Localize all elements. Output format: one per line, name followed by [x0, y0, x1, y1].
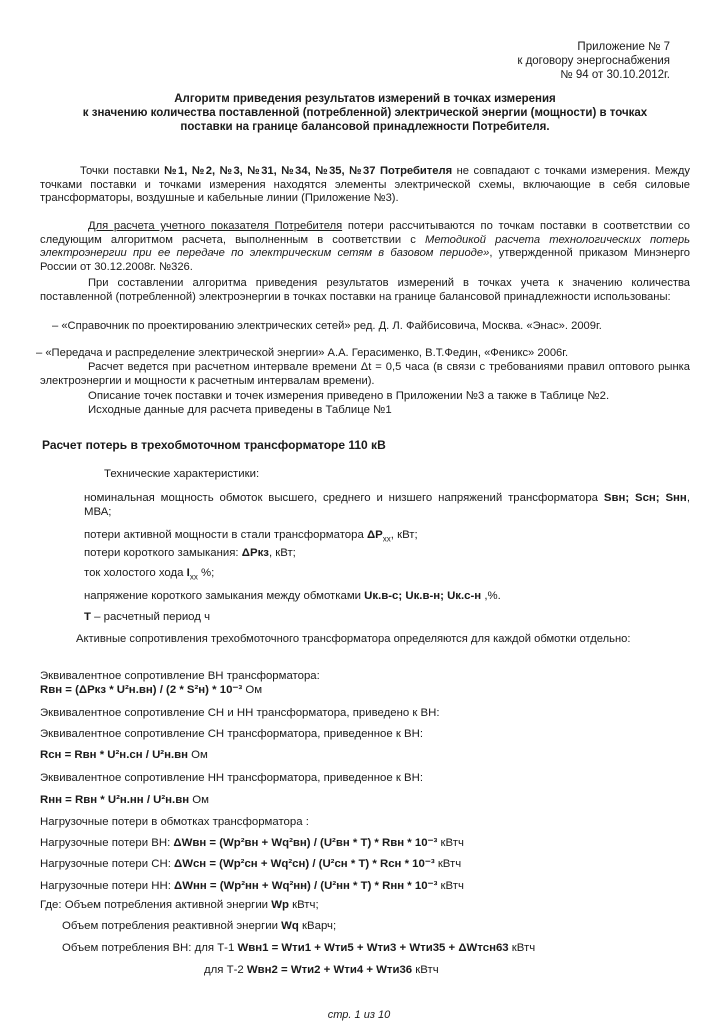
- intro-paragraph-3: При составлении алгоритма приведения результатов измерений в точках учета к значению количества поставленной (потребленной) электроэнергии в точках поставки на границе балансовой принадлежности использованы:: [40, 277, 690, 303]
- tech5-symbol: Uк.в-с; Uк.в-н; Uк.с-н: [364, 590, 482, 602]
- tech1-svn: Sвн;: [603, 492, 630, 504]
- eq-vn-unit: Ом: [242, 684, 263, 696]
- eq-nn-unit: Ом: [189, 794, 209, 806]
- tech-item-period: [84, 610, 210, 624]
- p2-text-b: потери рассчитываются по точкам поставки в соответствии со следующим алгоритмом расчета, выполненным в соответствии с: [40, 220, 690, 246]
- load-losses-nn: [40, 879, 464, 893]
- title-line-1: Алгоритм приведения результатов измерений в точках измерения: [174, 93, 556, 105]
- title-line-2: к значению количества поставленной (потребленной) электрической энергии (мощности) в точках: [82, 107, 648, 119]
- p1-text-c: не совпадают с точками измерения. Между точками поставки и точками измерения находятся элементы электрической схемы, включающие в себя силовые трансформаторы, воздушные и кабельные линии (Приложение №3).: [40, 165, 690, 205]
- tech5-text: напряжение короткого замыкания между обмотками: [84, 590, 365, 602]
- vn2-unit: кВтч: [412, 964, 439, 976]
- tech4-sub: xx: [189, 572, 198, 582]
- reactive-wq: Wq: [281, 920, 299, 932]
- tech3-text: потери короткого замыкания:: [84, 547, 242, 559]
- title-line-3: поставки на границе балансовой принадлежности Потребителя.: [180, 121, 550, 133]
- tech-header: Технические характеристики:: [104, 468, 260, 480]
- document-title: [40, 92, 690, 134]
- tech3-symbol: ΔPкз: [241, 547, 269, 559]
- tech6-symbol: Т: [84, 611, 91, 623]
- active-resistance-text: Активные сопротивления трехобмоточного трансформатора определяются для каждой обмотки отдельно:: [76, 633, 631, 645]
- p2-methodology: Методикой расчета технологических потерь электроэнергии при ее передаче по электрическим сетям в базовом периоде»: [40, 233, 690, 260]
- tech1-unit: , МВА;: [84, 492, 690, 518]
- where-unit: кВтч;: [288, 899, 319, 911]
- load-losses-vn: [40, 836, 464, 850]
- tech-item-no-load-current: [84, 566, 214, 580]
- consumption-vn-t1: [62, 941, 535, 955]
- tech2-text: потери активной мощности в стали трансформатора: [84, 529, 367, 541]
- tech2-symbol: ΔP: [366, 529, 383, 541]
- tech4-symbol: I: [186, 567, 190, 579]
- tech-item-sc-voltage: [84, 589, 501, 603]
- reactive-energy: [62, 919, 336, 933]
- reactive-text: Объем потребления реактивной энергии: [62, 920, 282, 932]
- tech6-text: – расчетный период ч: [90, 611, 211, 623]
- tech3-unit: , кВт;: [268, 547, 296, 559]
- load-sn-expression: ΔWсн = (Wp²сн + Wq²сн) / (U²сн * T) * Rсн * 10⁻³: [174, 858, 435, 870]
- vn1-unit: кВтч: [508, 942, 536, 954]
- tech1-ssn-snn: Sсн; Sнн: [635, 492, 687, 504]
- where-text: Где: Объем потребления активной энергии: [40, 899, 272, 911]
- consumption-vn-t2: [204, 963, 439, 977]
- p2-text-d: , утвержденной приказом Минэнерго России от 30.12.2008г. №326.: [40, 247, 691, 273]
- p1-delivery-points: №1, №2, №3, №31, №34, №35, №37 Потребителя: [164, 165, 453, 177]
- eq-nn-expression: Rнн = Rвн * U²н.нн / U²н.вн: [40, 794, 190, 806]
- load-sn-unit: кВтч: [434, 858, 462, 870]
- reference-2: – «Передача и распределение электрической энергии» А.А. Герасименко, В.Т.Федин, «Феникс» 2006г.: [36, 347, 569, 359]
- load-losses-sn: [40, 857, 461, 871]
- load-nn-label: Нагрузочные потери НН:: [40, 880, 175, 892]
- load-nn-expression: ΔWнн = (Wp²нн + Wq²нн) / (U²нн * T) * Rнн * 10⁻³: [174, 880, 438, 892]
- load-vn-expression: ΔWвн = (Wp²вн + Wq²вн) / (U²вн * T) * Rвн * 10⁻³: [173, 837, 438, 849]
- tech4-unit: %;: [197, 567, 215, 579]
- intro-paragraph-6: Исходные данные для расчета приведены в Таблице №1: [88, 404, 392, 416]
- contract-number: № 94 от 30.10.2012г.: [560, 69, 670, 81]
- load-losses-header: Нагрузочные потери в обмотках трансформатора :: [40, 816, 309, 828]
- load-nn-unit: кВтч: [437, 880, 464, 892]
- vn2-text: для Т-2: [204, 964, 247, 976]
- load-vn-label: Нагрузочные потери ВН:: [40, 837, 174, 849]
- where-active-energy: [40, 898, 319, 912]
- eq-sn-expression: Rсн = Rвн * U²н.сн / U²н.вн: [40, 749, 189, 761]
- vn1-formula: Wвн1 = Wти1 + Wти5 + Wти3 + Wти35 + ΔWтсн63: [237, 942, 509, 954]
- intro-paragraph-2: [40, 220, 690, 274]
- tech-item-short-circuit-losses: [84, 546, 296, 560]
- vn2-formula: Wвн2 = Wти2 + Wти4 + Wти36: [246, 964, 413, 976]
- vn1-text: Объем потребления ВН: для Т-1: [62, 942, 238, 954]
- intro-paragraph-1: [40, 165, 690, 206]
- eq-sn-formula: [40, 748, 208, 762]
- appendix-number: Приложение № 7: [577, 41, 670, 53]
- intro-paragraph-4: Расчет ведется при расчетном интервале времени Δt = 0,5 часа (в связи с требованиями правил оптового рынка электроэнергии и мощности к расчетным интервалам времени).: [40, 361, 690, 387]
- where-wp: Wp: [271, 899, 289, 911]
- tech1-text: номинальная мощность обмоток высшего, среднего и низшего напряжений трансформатора: [84, 492, 604, 504]
- tech4-text: ток холостого хода: [84, 567, 187, 579]
- eq-vn-label: Эквивалентное сопротивление ВН трансформатора:: [40, 670, 320, 682]
- p2-underlined: Для расчета учетного показателя Потребителя: [88, 220, 343, 232]
- eq-nn-formula: [40, 793, 209, 807]
- reference-1: – «Справочник по проектированию электрических сетей» ред. Д. Л. Файбисовича, Москва. «Энас». 2009г.: [52, 320, 602, 332]
- tech2-unit: , кВт;: [390, 529, 418, 541]
- eq-sn-label: Эквивалентное сопротивление СН трансформатора, приведенное к ВН:: [40, 728, 423, 740]
- p1-text-a: Точки поставки: [80, 165, 165, 177]
- tech-item-iron-losses: [84, 528, 418, 542]
- eq-vn-formula: [40, 683, 262, 697]
- appendix-header: [517, 40, 670, 82]
- page-number: стр. 1 из 10: [327, 1009, 391, 1021]
- section-title: Расчет потерь в трехобмоточном трансформаторе 110 кВ: [42, 438, 386, 452]
- eq-sn-nn-label: Эквивалентное сопротивление СН и НН трансформатора, приведено к ВН:: [40, 707, 440, 719]
- eq-sn-unit: Ом: [188, 749, 208, 761]
- reactive-unit: кВарч;: [298, 920, 337, 932]
- eq-nn-label: Эквивалентное сопротивление НН трансформатора, приведенное к ВН:: [40, 772, 423, 784]
- load-vn-unit: кВтч: [437, 837, 464, 849]
- tech-item-power: [84, 491, 690, 519]
- tech5-unit: ,%.: [481, 590, 501, 602]
- tech2-sub: xx: [382, 534, 391, 544]
- intro-paragraph-5: Описание точек поставки и точек измерения приведено в Приложении №3 а также в Таблице №2.: [88, 390, 610, 402]
- contract-line: к договору энергоснабжения: [517, 55, 670, 67]
- load-sn-label: Нагрузочные потери СН:: [40, 858, 175, 870]
- eq-vn-expression: Rвн = (ΔPкз * U²н.вн) / (2 * S²н) * 10⁻³: [40, 684, 243, 696]
